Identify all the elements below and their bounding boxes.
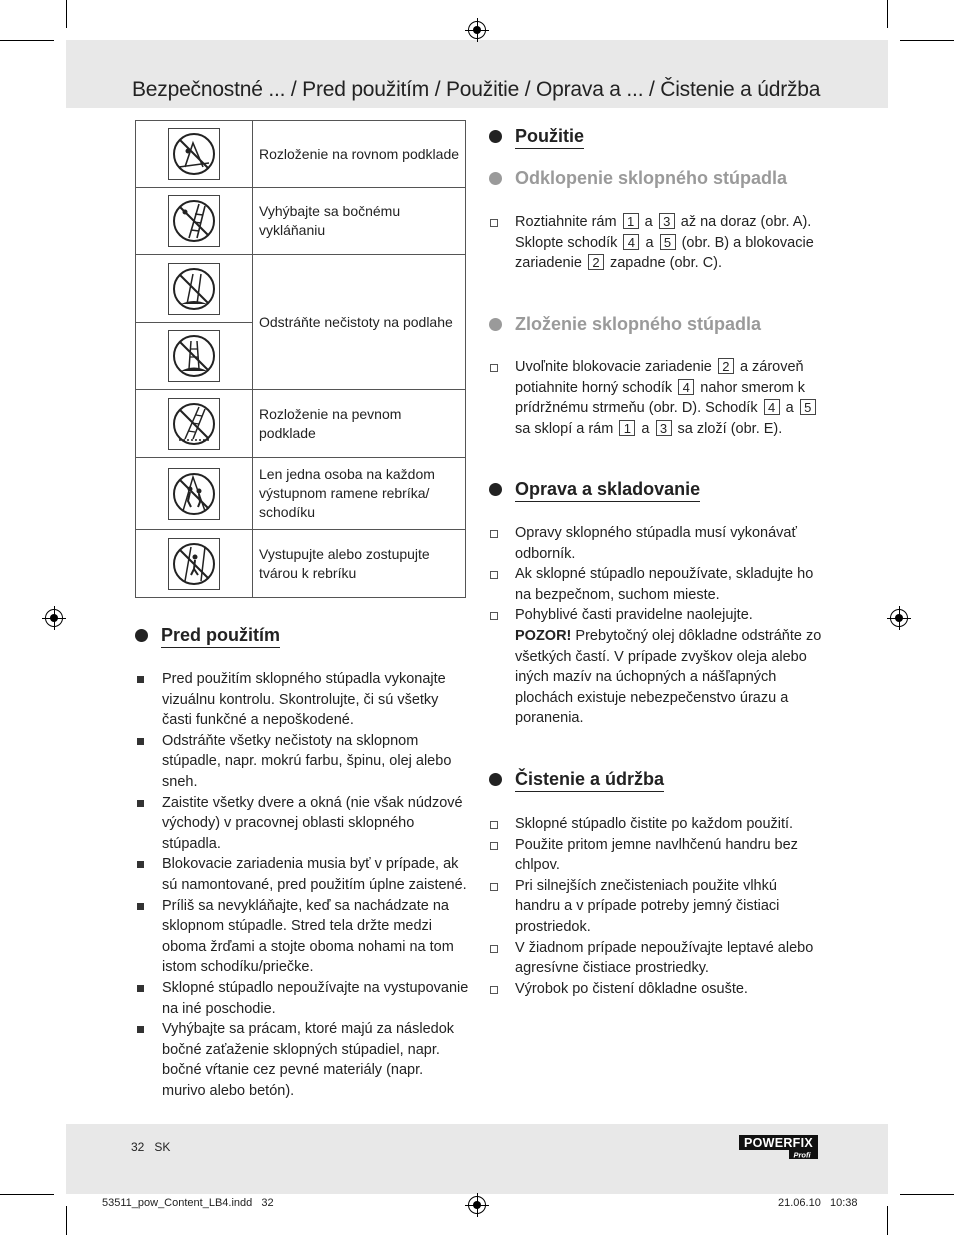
list-item: Blokovacie zariadenia musia byť v prípade, ak sú namontované, pred použitím úplne zaistené. (136, 854, 470, 895)
page-title: Bezpečnostné ... / Pred použitím / Použitie / Oprava a ... / Čistenie a údržba (132, 78, 821, 101)
subsection-heading-text: Zloženie sklopného stúpadla (515, 314, 762, 334)
list-item: Pohyblivé časti pravidelne naolejujte. POZOR! Prebytočný olej dôkladne odstráňte zo všetkých častí. V prípade zvyškov oleja alebo iných mazív na úchopných a nášľapných plochách existuje nebezpečenstvo úrazu a poranenia. (489, 605, 824, 729)
warning-label: POZOR! (515, 627, 572, 644)
part-number: 2 (588, 254, 604, 270)
symbol-cell (136, 188, 253, 255)
unfold-steps (489, 212, 824, 274)
ladder-firm-ground-icon (168, 398, 220, 450)
list-item: Odstráňte všetky nečistoty na sklopnom stúpadle, napr. mokrú farbu, špinu, olej alebo sneh. (136, 731, 470, 793)
warning-text: Prebytočný olej dôkladne odstráňte zo všetkých častí. V prípade zvyškov oleja alebo iných mazív na úchopných a nášľapných plochách existuje nebezpečenstvo úrazu a poranenia. (515, 627, 822, 727)
part-number: 1 (619, 420, 635, 436)
section-heading-text: Pred použitím (161, 625, 280, 648)
crop-mark (887, 1206, 888, 1235)
subsection-heading-text: Odklopenie sklopného stúpadla (515, 168, 788, 188)
symbol-cell (136, 255, 253, 323)
table-row (136, 458, 466, 530)
symbol-cell (136, 121, 253, 188)
list-item: Príliš sa nevykláňajte, keď sa nachádzate na sklopnom stúpadle. Stred tela držte medzi oboma žrďami a stojte oboma nohami na tom istom schodíku/priečke. (136, 896, 470, 978)
table-row (136, 188, 466, 255)
list-item: Sklopné stúpadlo nepoužívajte na vystupovanie na iné poschodie. (136, 978, 470, 1019)
symbol-cell (136, 458, 253, 530)
list-item: Uvoľnite blokovacie zariadenie 2 a zároveň potiahnite horný schodík 4 nahor smerom k prídržnému strmeňu (obr. D). Schodík 4 a 5 sa sklopí a rám 1 a 3 sa zloží (obr. E). (489, 357, 824, 439)
oprava-list (489, 523, 824, 729)
section-heading-text: Oprava a skladovanie (515, 479, 700, 502)
crop-mark (66, 1206, 67, 1235)
part-number: 4 (678, 379, 694, 395)
bullet-dot (489, 172, 502, 185)
cistenie-list (489, 814, 824, 999)
page-number: 32 SK (131, 1140, 171, 1154)
part-number: 3 (659, 213, 675, 229)
ladder-oil-water-icon (168, 330, 220, 382)
crop-mark (0, 40, 54, 41)
bullet-dot (489, 773, 502, 786)
part-number: 4 (623, 234, 639, 250)
registration-mark-icon (45, 609, 63, 627)
ladder-dirty-floor-icon (168, 263, 220, 315)
table-row (136, 390, 466, 458)
symbol-text: Len jedna osoba na každom výstupnom ramene rebríka/ schodíku (253, 458, 466, 530)
table-row (136, 255, 466, 323)
powerfix-logo (739, 1135, 818, 1160)
symbol-text: Vystupujte alebo zostupujte tvárou k rebríku (253, 530, 466, 598)
symbol-cell (136, 390, 253, 458)
list-item: Použite pritom jemne navlhčenú handru bez chlpov. (489, 835, 824, 876)
part-number: 3 (656, 420, 672, 436)
fold-steps (489, 357, 824, 439)
registration-mark-icon (468, 1196, 486, 1214)
crop-mark (900, 40, 954, 41)
registration-mark-icon (468, 21, 486, 39)
table-row (136, 530, 466, 598)
list-item: Zaistite všetky dvere a okná (nie však núdzové východy) v pracovnej oblasti sklopného stúpadla. (136, 793, 470, 855)
bullet-dot (135, 629, 148, 642)
part-number: 2 (718, 358, 734, 374)
list-item: Opravy sklopného stúpadla musí vykonávať odborník. (489, 523, 824, 564)
symbol-text: Vyhýbajte sa bočnému vykláňaniu (253, 188, 466, 255)
part-number: 5 (660, 234, 676, 250)
bullet-dot (489, 130, 502, 143)
list-item: Vyhýbajte sa prácam, ktoré majú za následok bočné zaťaženie sklopných stúpadiel, napr. bočné vŕtanie cez pevné materiály (napr. murivo alebo betón). (136, 1019, 470, 1101)
symbol-text: Rozloženie na rovnom podklade (253, 121, 466, 188)
bullet-dot (489, 483, 502, 496)
part-number: 4 (764, 399, 780, 415)
bullet-dot (489, 318, 502, 331)
crop-mark (887, 0, 888, 28)
file-slug: 53511_pow_Content_LB4.indd 32 (102, 1197, 274, 1209)
brand-sub-text: Profi (793, 1150, 811, 1160)
symbol-text: Odstráňte nečistoty na podlahe (253, 255, 466, 390)
ladder-level-ground-icon (168, 128, 220, 180)
crop-mark (0, 1194, 54, 1195)
list-item: V žiadnom prípade nepoužívajte leptavé alebo agresívne čistiace prostriedky. (489, 938, 824, 979)
list-item: Ak sklopné stúpadlo nepoužívate, skladujte ho na bezpečnom, suchom mieste. (489, 564, 824, 605)
brand-text: POWERFIX (743, 1136, 814, 1150)
part-number: 1 (623, 213, 639, 229)
crop-mark (900, 1194, 954, 1195)
part-number: 5 (800, 399, 816, 415)
list-item: Pred použitím sklopného stúpadla vykonajte vizuálnu kontrolu. Skontrolujte, či sú všetky časti funkčné a nepoškodené. (136, 669, 470, 731)
registration-mark-icon (890, 609, 908, 627)
list-item: Roztiahnite rám 1 a 3 až na doraz (obr. A). Sklopte schodík 4 a 5 (obr. B) a blokovacie zariadenie 2 zapadne (obr. C). (489, 212, 824, 274)
symbol-cell (136, 530, 253, 598)
safety-symbols-table (135, 120, 466, 598)
section-heading-text: Použitie (515, 126, 584, 149)
crop-mark (66, 0, 67, 28)
ladder-one-person-icon (168, 468, 220, 520)
list-item: Výrobok po čistení dôkladne osušte. (489, 979, 824, 1000)
symbol-text: Rozloženie na pevnom podklade (253, 390, 466, 458)
ladder-face-ladder-icon (168, 538, 220, 590)
symbol-cell (136, 323, 253, 390)
list-item: Pri silnejších znečisteniach použite vlhkú handru a v prípade potreby jemný čistiaci prostriedok. (489, 876, 824, 938)
section-heading-text: Čistenie a údržba (515, 769, 664, 792)
ladder-side-tilt-icon (168, 195, 220, 247)
list-item: Sklopné stúpadlo čistite po každom použití. (489, 814, 824, 835)
print-date: 21.06.10 10:38 (778, 1197, 858, 1209)
table-row (136, 121, 466, 188)
pred-pouzitim-list (136, 669, 470, 1101)
